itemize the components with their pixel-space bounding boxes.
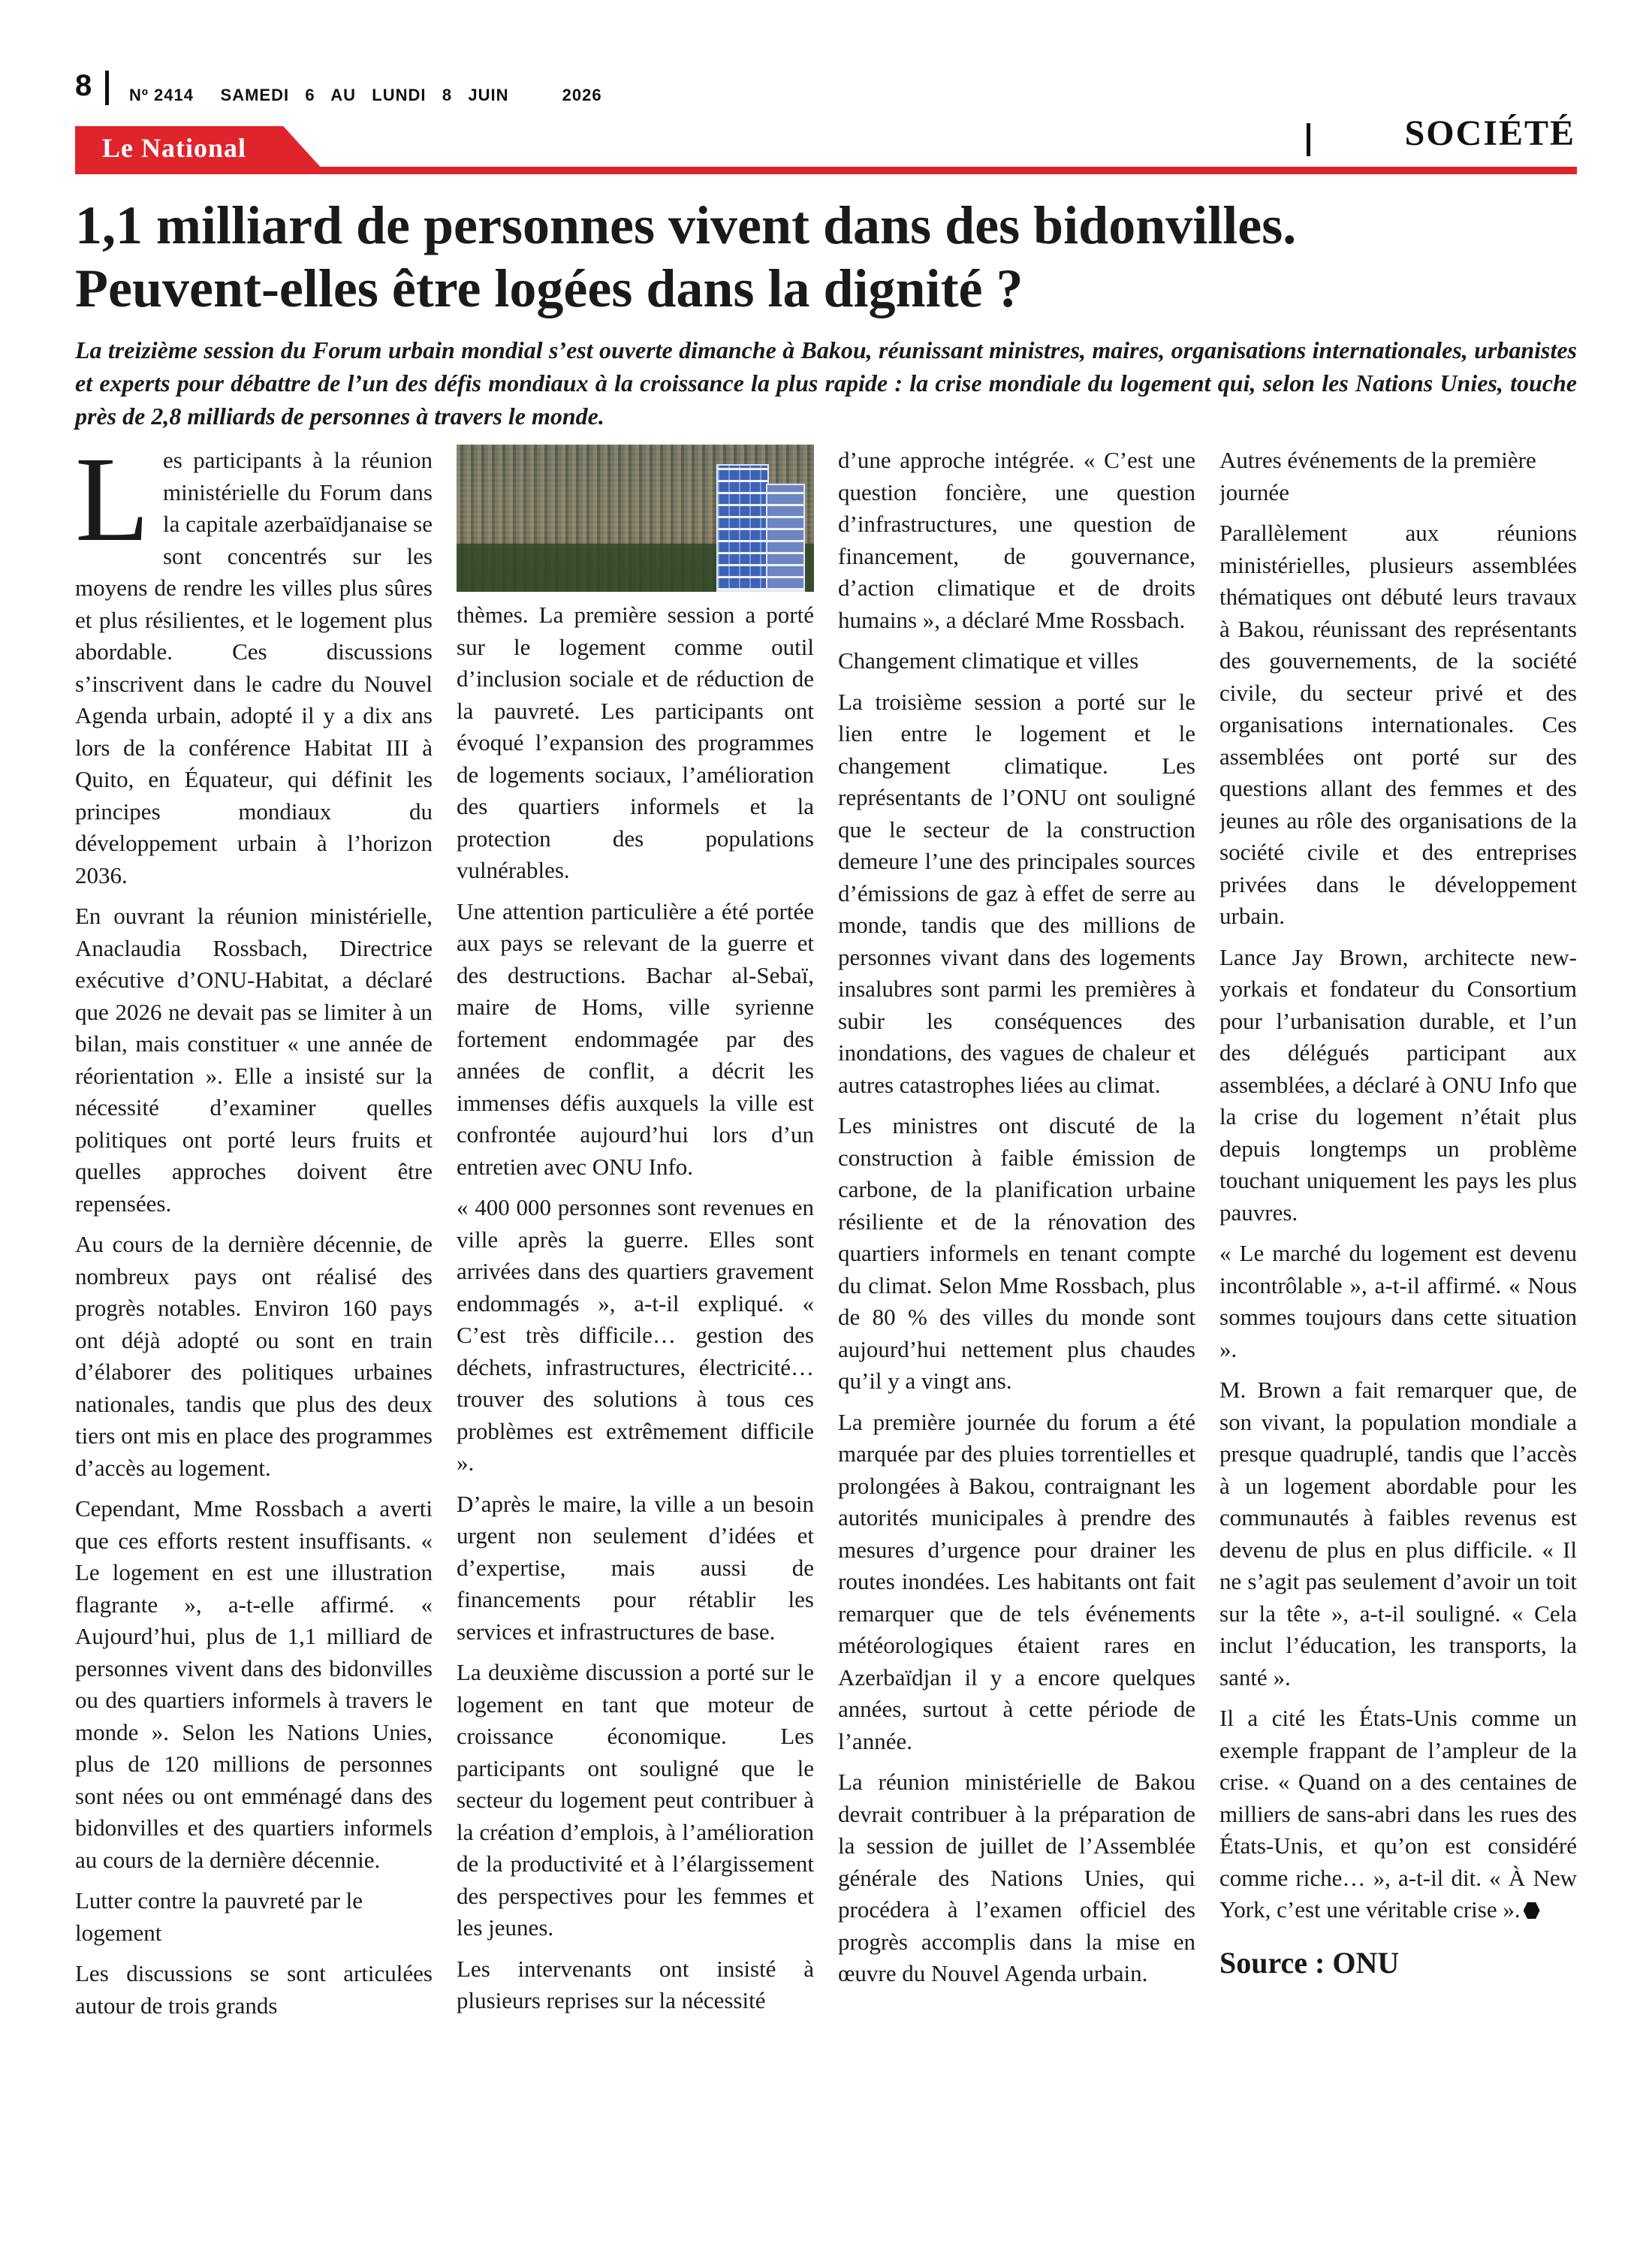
paragraph: En ouvrant la réunion ministérielle, Anaclaudia Rossbach, Directrice exécutive d’ONU-Habitat, a déclaré que 2026 ne devait pas se limiter à un bilan, mais constituer « une année de réorientation ». Elle a insisté sur la nécessité d’examiner quelles politiques ont porté leurs fruits et quelles approches doivent être repensées. [75, 903, 433, 1217]
paragraph [75, 445, 433, 891]
section-divider [1307, 123, 1310, 156]
source-credit: Source : ONU [1219, 1945, 1400, 1980]
column-1 [75, 445, 433, 2187]
paragraph-text: Il a cité les États-Unis comme un exemple frappant de l’ampleur de la crise. « Quand on a des centaines de milliers de sans-abri dans les rues des États-Unis, et qu’on est considéré comme riche… », a-t-il dit. « À New York, c’est une véritable crise ». [1219, 1705, 1577, 1923]
paragraph: Parallèlement aux réunions ministérielles, plusieurs assemblées thématiques ont débuté leurs travaux à Bakou, réunissant des représentants des gouvernements, de la société civile, du secteur privé et des organisations internationales. Ces assemblées ont porté sur des questions allant des femmes et des jeunes au rôle des organisations de la société civile et des entreprises privées dans le développement urbain. [1219, 520, 1577, 929]
section-label: SOCIÉTÉ [1404, 113, 1575, 153]
issue-date-line: Nº 2414 SAMEDI 6 AU LUNDI 8 JUIN 2026 [129, 86, 602, 104]
paragraph: M. Brown a fait remarquer que, de son vivant, la population mondiale a presque quadruplé, tandis que l’accès à un logement abordable pour les communautés à faibles revenus est devenu de plus en plus difficile. « Il ne s’agit pas seulement d’avoir un toit sur la tête », a-t-il souligné. « Cela inclut l’éducation, les transports, la santé ». [1219, 1377, 1577, 1691]
subheading: Autres événements de la première journée [1219, 447, 1536, 505]
paragraph: Au cours de la dernière décennie, de nombreux pays ont réalisé des progrès notables. Environ 160 pays ont déjà adopté ou sont en train d’élaborer des politiques urbaines nationales, tandis que plus des deux tiers ont mis en place des programmes d’accès au logement. [75, 1231, 433, 1481]
paragraph: D’après le maire, la ville a un besoin urgent non seulement d’idées et d’expertise, mais aussi de financements pour rétablir les services et infrastructures de base. [457, 1490, 814, 1645]
headline-line-2: Peuvent-elles être logées dans la dignité ? [75, 258, 1023, 318]
paragraph: « Le marché du logement est devenu incontrôlable », a-t-il affirmé. « Nous sommes toujours dans cette situation ». [1219, 1240, 1577, 1362]
paragraph: La réunion ministérielle de Bakou devrait contribuer à la préparation de la session de juillet de l’Assemblée générale des Nations Unies, qui procédera à l’examen officiel des progrès accomplis dans la mise en œuvre du Nouvel Agenda urbain. [838, 1769, 1195, 1986]
slum-city-photo [457, 445, 814, 592]
paragraph-text: es participants à la réunion ministérielle du Forum dans la capitale azerbaïdjanaise se sont concentrés sur les moyens de rendre les villes plus sûres et plus résilientes, et le logement plus abordable. Ces discussions s’inscrivent dans le cadre du Nouvel Agenda urbain, adopté il y a dix ans lors de la conférence Habitat III à Quito, en Équateur, qui définit les principes mondiaux du développement urbain à l’horizon 2036. [75, 447, 433, 888]
paragraph: Les ministres ont discuté de la construction à faible émission de carbone, de la planification urbaine résiliente et de la rénovation des quartiers informels en tenant compte du climat. Selon Mme Rossbach, plus de 80 % des villes du monde sont aujourd’hui nettement plus chaudes qu’il y a vingt ans. [838, 1112, 1195, 1394]
paragraph: Les intervenants ont insisté à plusieurs reprises sur la nécessité [457, 1955, 814, 2013]
paragraph: thèmes. La première session a porté sur le logement comme outil d’inclusion sociale et de réduction de la pauvreté. Les participants ont évoqué l’expansion des programmes de logements sociaux, l’amélioration des quartiers informels et la protection des populations vulnérables. [457, 602, 814, 883]
page-number-divider [105, 71, 109, 105]
lede: La treizième session du Forum urbain mondial s’est ouverte dimanche à Bakou, réunissant ministres, maires, organisations internationales, urbanistes et experts pour débattre de l’un des défis mondiaux à la croissance la plus rapide : la crise mondiale du logement qui, selon les Nations Unies, touche près de 2,8 milliards de personnes à travers le monde. [75, 336, 1577, 430]
header-rule [75, 167, 1577, 174]
paragraph: Cependant, Mme Rossbach a averti que ces efforts restent insuffisants. « Le logement en est une illustration flagrante », a-t-elle affirmé. « Aujourd’hui, plus de 1,1 milliard de personnes vivent dans des bidonvilles ou des quartiers informels à travers le monde ». Selon les Nations Unies, plus de 120 millions de personnes sont nées ou ont emménagé dans des bidonvilles et des quartiers informels au cours de la dernière décennie. [75, 1495, 433, 1873]
paragraph: Une attention particulière a été portée aux pays se relevant de la guerre et des destructions. Bachar al-Sebaï, maire de Homs, ville syrienne fortement endommagée par des années de conflit, a décrit les immenses défis auxquels la ville est confrontée aujourd’hui lors d’un entretien avec ONU Info. [457, 897, 814, 1180]
column-3 [838, 445, 1195, 2187]
end-of-article-icon [1524, 1902, 1540, 1919]
paragraph: Lance Jay Brown, architecte new-yorkais et fondateur du Consortium pour l’urbanisation durable, et l’un des délégués participant aux assemblées, a déclaré à ONU Info que la crise du logement n’était plus depuis longtemps un problème touchant uniquement les pays les plus pauvres. [1219, 943, 1577, 1226]
paragraph: « 400 000 personnes sont revenues en ville après la guerre. Elles sont arrivées dans des quartiers gravement endommagés », a-t-il expliqué. « C’est très difficile… gestion des déchets, infrastructures, électricité… trouver des solutions à tous ces problèmes est extrêmement difficile ». [457, 1194, 814, 1476]
column-2 [457, 445, 814, 2187]
column-4 [1219, 445, 1577, 2187]
page-number: 8 [75, 69, 92, 102]
paragraph [1219, 1703, 1577, 1926]
photo-apartment-building-side [766, 484, 805, 592]
paragraph: d’une approche intégrée. « C’est une question foncière, une question d’infrastructures, une question de financement, de gouvernance, d’action climatique et de droits humains », a déclaré Mme Rossbach. [838, 447, 1195, 633]
paragraph: La deuxième discussion a porté sur le logement en tant que moteur de croissance économique. Les participants ont souligné que le secteur du logement peut contribuer à la création d’emplois, à l’amélioration de la productivité et à l’élargissement des perspectives pour les femmes et les jeunes. [457, 1659, 814, 1941]
subheading: Changement climatique et villes [838, 647, 1139, 674]
publication-brand: Le National [102, 133, 247, 163]
paragraph: La première journée du forum a été marquée par des pluies torrentielles et prolongées à Bakou, contraignant les autorités municipales à prendre des mesures d’urgence pour drainer les routes inondées. Les habitants ont fait remarquer que de tels événements météorologiques étaient rares en Azerbaïdjan il y a encore quelques années, surtout à cette période de l’année. [838, 1408, 1195, 1754]
drop-cap: L [75, 445, 149, 567]
subheading: Lutter contre la pauvreté par le logement [75, 1887, 363, 1946]
paragraph: Les discussions se sont articulées autour de trois grands [75, 1960, 433, 2019]
headline [75, 194, 1577, 320]
photo-apartment-building [716, 464, 769, 592]
headline-line-1: 1,1 milliard de personnes vivent dans des bidonvilles. [75, 195, 1297, 255]
paragraph: La troisième session a porté sur le lien entre le logement et le changement climatique. Les représentants de l’ONU ont souligné que le secteur de la construction demeure l’une des principales sources d’émissions de gaz à effet de serre au monde, tandis que des millions de personnes vivant dans des logements insalubres sont parmi les premières à subir les conséquences des inondations, des vagues de chaleur et autres catastrophes liées au climat. [838, 688, 1195, 1098]
